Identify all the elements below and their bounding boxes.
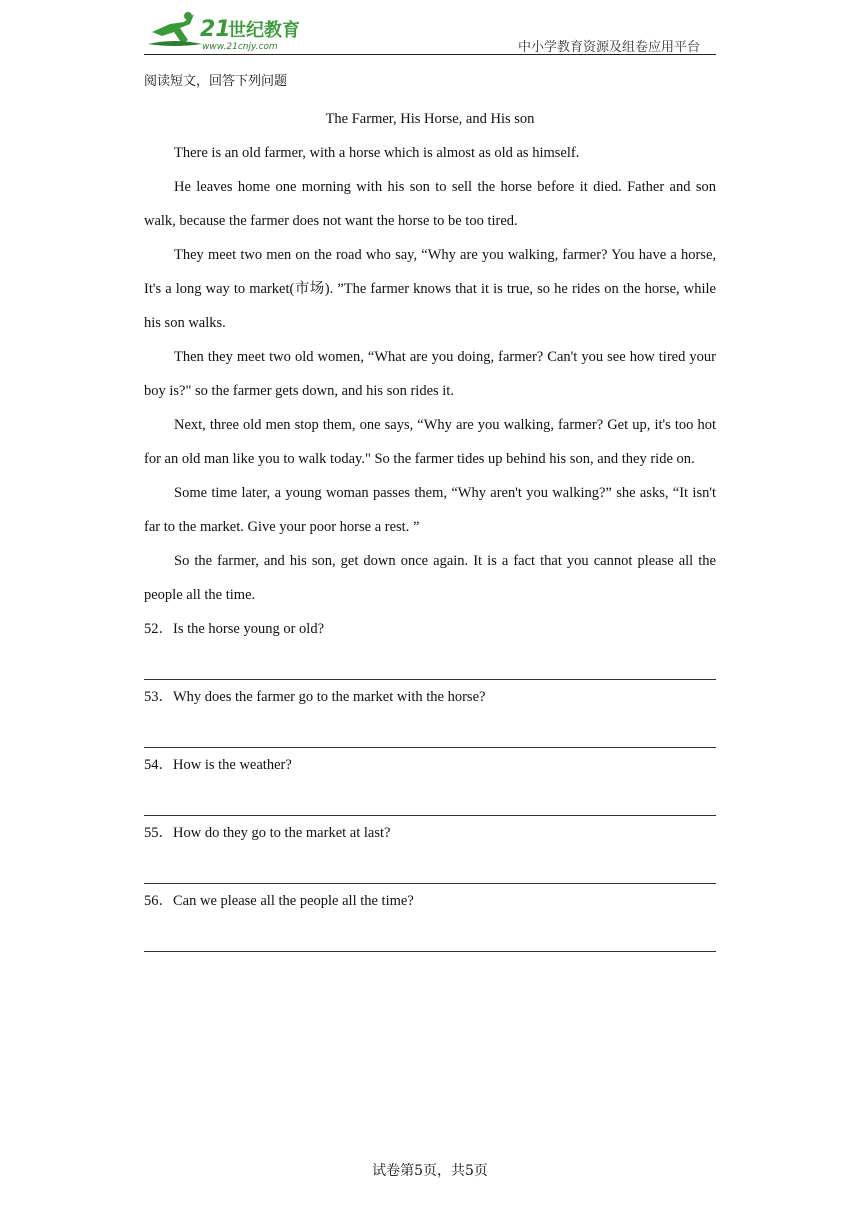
question-number: 54． [144, 757, 173, 773]
runner-icon [148, 12, 202, 46]
question-number: 56． [144, 893, 173, 909]
question-text: Can we please all the people all the time? [173, 893, 414, 909]
passage-paragraph: Some time later, a young woman passes them, “Why aren't you walking?” she asks, “It isn't far to the market. Give your poor horse a rest. ” [144, 485, 716, 535]
answer-line-54[interactable] [144, 782, 716, 816]
exam-content [144, 68, 716, 952]
page-header [144, 8, 716, 55]
question-text: How is the weather? [173, 757, 292, 773]
svg-text:www.21cnjy.com: www.21cnjy.com [202, 42, 278, 52]
passage-paragraph: They meet two men on the road who say, “Why are you walking, farmer? You have a horse, It's a long way to market(市场). ”The farmer knows that it is true, so he rides on the horse, while his son walks. [144, 247, 716, 331]
answer-line-52[interactable] [144, 646, 716, 680]
question-56 [144, 884, 716, 918]
page-footer: 试卷第5页，共5页 [372, 1163, 488, 1179]
question-number: 55． [144, 825, 173, 841]
question-text: Is the horse young or old? [173, 621, 325, 637]
passage-paragraph: There is an old farmer, with a horse which is almost as old as himself. [174, 145, 580, 161]
platform-name: 中小学教育资源及组卷应用平台 [517, 40, 700, 55]
question-52 [144, 612, 716, 646]
svg-text:21: 21 [200, 17, 231, 42]
answer-line-53[interactable] [144, 714, 716, 748]
question-number: 53． [144, 689, 173, 705]
passage-paragraph: Next, three old men stop them, one says, “Why are you walking, farmer? Get up, it's too hot for an old man like you to walk today." So the farmer tides up behind his son, and they ride on. [144, 417, 716, 467]
passage-title: The Farmer, His Horse, and His son [325, 111, 535, 127]
passage-paragraph: He leaves home one morning with his son to sell the horse before it died. Father and son walk, because the farmer does not want the horse to be too tired. [144, 179, 716, 229]
svg-text:世纪教育: 世纪教育 [228, 20, 300, 41]
site-logo [144, 10, 314, 52]
question-text: Why does the farmer go to the market with the horse? [173, 689, 486, 705]
question-53 [144, 680, 716, 714]
question-55 [144, 816, 716, 850]
question-text: How do they go to the market at last? [173, 825, 391, 841]
passage-paragraph: Then they meet two old women, “What are you doing, farmer? Can't you see how tired your boy is?" so the farmer gets down, and his son rides it. [144, 349, 716, 399]
instruction-text: 阅读短文，回答下列问题 [144, 74, 288, 89]
answer-line-55[interactable] [144, 850, 716, 884]
question-54 [144, 748, 716, 782]
answer-line-56[interactable] [144, 918, 716, 952]
question-number: 52． [144, 621, 173, 637]
passage-paragraph: So the farmer, and his son, get down once again. It is a fact that you cannot please all the people all the time. [144, 553, 716, 603]
